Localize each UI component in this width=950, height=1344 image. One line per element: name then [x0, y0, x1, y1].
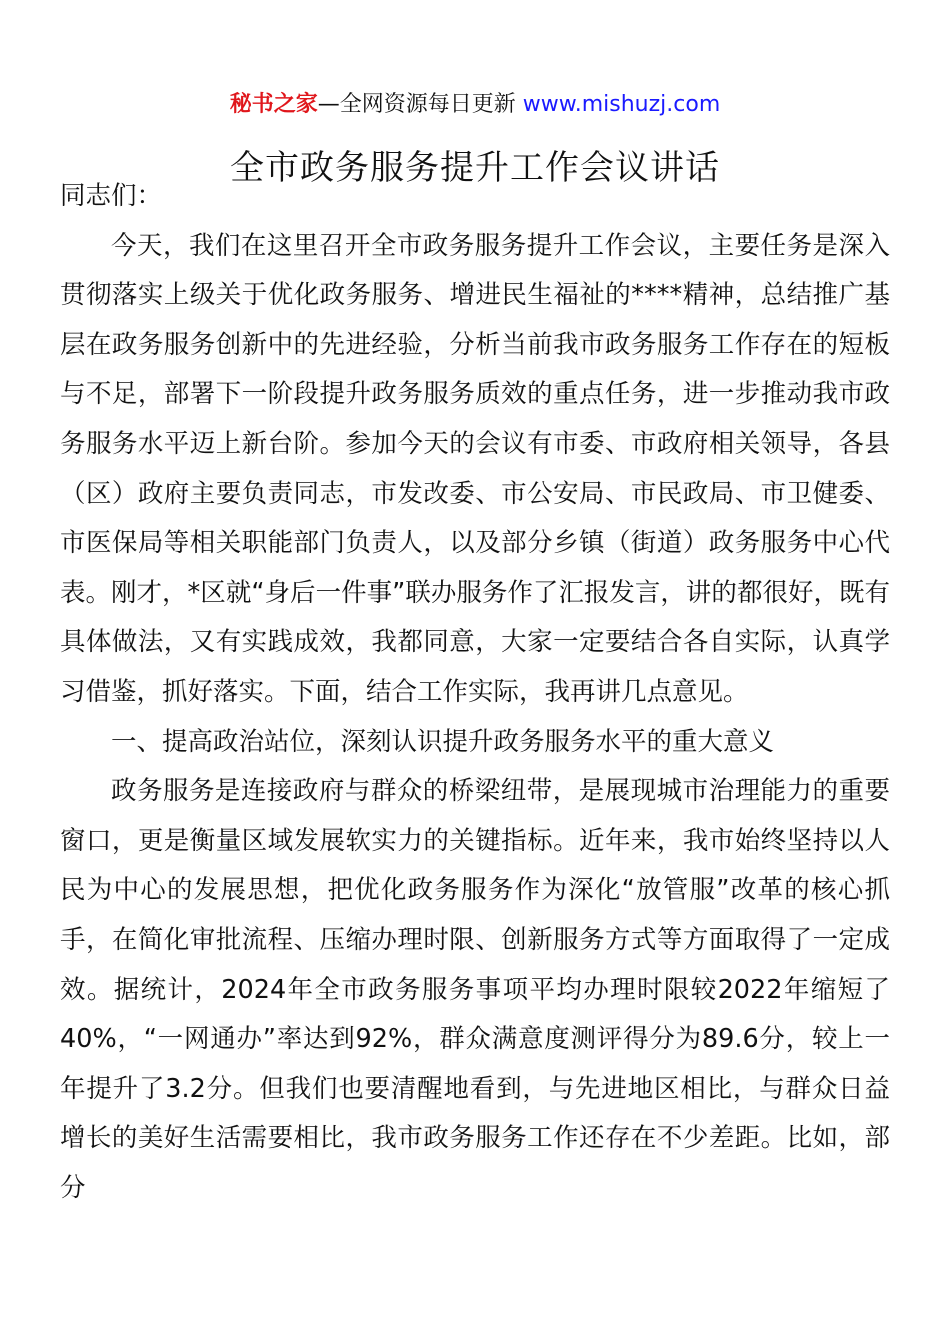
- site-url-link[interactable]: www.mishuzj.com: [522, 92, 721, 117]
- paragraph-intro: 今天，我们在这里召开全市政务服务提升工作会议，主要任务是深入贯彻落实上级关于优化政务服务、增进民生福祉的****精神，总结推广基层在政务服务创新中的先进经验，分析当前我市政务服务工作存在的短板与不足，部署下一阶段提升政务服务质效的重点任务，进一步推动我市政务服务水平迈上新台阶。参加今天的会议有市委、市政府相关领导，各县（区）政府主要负责同志，市发改委、市公安局、市民政局、市卫健委、市医保局等相关职能部门负责人，以及部分乡镇（街道）政务服务中心代表。刚才，*区就“身后一件事”联办服务作了汇报发言，讲的都很好，既有具体做法，又有实践成效，我都同意，大家一定要结合各自实际，认真学习借鉴，抓好落实。下面，结合工作实际，我再讲几点意见。: [60, 230, 890, 707]
- document-title: 全市政务服务提升工作会议讲话: [230, 148, 720, 188]
- site-banner: [0, 90, 950, 120]
- section-heading-1: 一、提高政治站位，深刻认识提升政务服务水平的重大意义: [111, 726, 775, 757]
- site-brand: 秘书之家: [229, 92, 318, 117]
- document-body: [60, 172, 890, 1213]
- salutation: 同志们：: [60, 181, 163, 211]
- site-slogan: —全网资源每日更新: [317, 92, 523, 117]
- paragraph-section-1: 政务服务是连接政府与群众的桥梁纽带，是展现城市治理能力的重要窗口，更是衡量区域发展软实力的关键指标。近年来，我市始终坚持以人民为中心的发展思想，把优化政务服务作为深化“放管服”改革的核心抓手，在简化审批流程、压缩办理时限、创新服务方式等方面取得了一定成效。据统计，2024年全市政务服务事项平均办理时限较2022年缩短了40%，“一网通办”率达到92%，群众满意度测评得分为89.6分，较上一年提升了3.2分。但我们也要清醒地看到，与先进地区相比，与群众日益增长的美好生活需要相比，我市政务服务工作还存在不少差距。比如，部分: [60, 776, 890, 1203]
